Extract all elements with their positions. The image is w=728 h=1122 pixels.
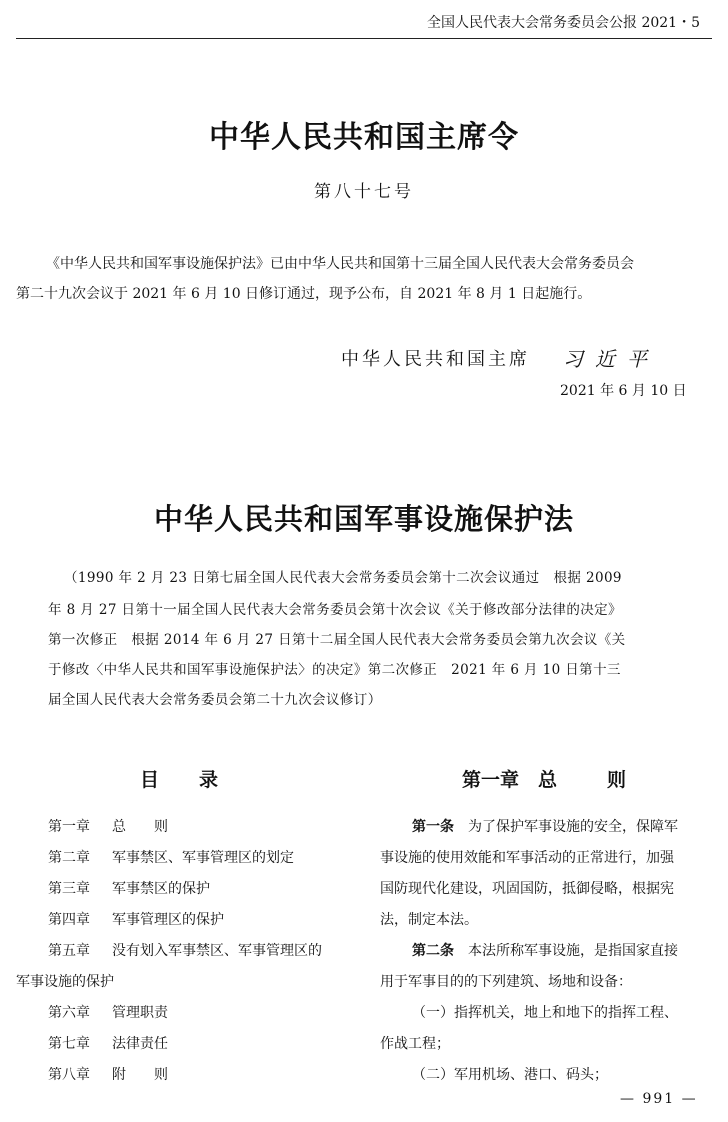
article-2-line-1 <box>412 940 678 960</box>
history-line-4: 于修改〈中华人民共和国军事设施保护法〉的决定》第二次修正 2021 年 6 月 10 日第十三 <box>48 662 621 678</box>
article-2-item-1-cont: 作战工程； <box>380 1036 450 1052</box>
article-2-item-2: （二）军用机场、港口、码头； <box>412 1067 608 1083</box>
article-2-text: 本法所称军事设施，是指国家直接 <box>468 943 678 959</box>
order-date: 2021 年 6 月 10 日 <box>560 383 687 399</box>
order-number: 第八十七号 <box>314 182 414 202</box>
article-2-item-1: （一）指挥机关，地上和地下的指挥工程、 <box>412 1005 678 1021</box>
toc-item-ch5[interactable] <box>48 940 322 960</box>
page-number: — 991 — <box>620 1091 698 1107</box>
intro-line-2: 第二十九次会议于 2021 年 6 月 10 日修订通过，现予公布，自 2021 年 8 月 1 日起施行。 <box>16 286 592 302</box>
header-rule <box>16 38 712 39</box>
toc-item-title: 军事禁区、军事管理区的划定 <box>112 850 294 866</box>
toc-item-title: 附 则 <box>112 1067 168 1083</box>
toc-item-num: 第四章 <box>48 912 90 928</box>
toc-item-num: 第八章 <box>48 1067 90 1083</box>
toc-item-title: 军事设施的保护 <box>16 974 114 990</box>
article-1-line-1 <box>412 816 678 836</box>
article-1-label: 第一条 <box>412 819 454 835</box>
chapter-1-heading-title: 总 则 <box>538 769 631 791</box>
toc-item-ch2[interactable] <box>48 847 294 867</box>
order-title: 中华人民共和国主席令 <box>209 120 519 155</box>
toc-item-title: 法律责任 <box>112 1036 168 1052</box>
law-title: 中华人民共和国军事设施保护法 <box>153 502 574 536</box>
toc-item-title: 总 则 <box>112 819 168 835</box>
article-1-line-2: 事设施的使用效能和军事活动的正常进行，加强 <box>380 850 674 866</box>
toc-item-title: 军事禁区的保护 <box>112 881 210 897</box>
toc-item-num: 第二章 <box>48 850 90 866</box>
signature-title: 中华人民共和国主席 <box>341 349 530 370</box>
toc-item-title: 管理职责 <box>112 1005 168 1021</box>
toc-item-title: 没有划入军事禁区、军事管理区的 <box>112 943 322 959</box>
intro-line-1: 《中华人民共和国军事设施保护法》已由中华人民共和国第十三届全国人民代表大会常务委员会 <box>46 256 634 272</box>
toc-heading: 目录 <box>140 769 259 791</box>
article-1-line-3: 国防现代化建设，巩固国防，抵御侵略，根据宪 <box>380 881 674 897</box>
toc-item-ch6[interactable] <box>48 1002 168 1022</box>
toc-item-num: 第六章 <box>48 1005 90 1021</box>
article-2-line-2: 用于军事目的的下列建筑、场地和设备： <box>380 974 632 990</box>
history-line-3: 第一次修正 根据 2014 年 6 月 27 日第十二届全国人民代表大会常务委员会第九次会议《关 <box>48 632 626 648</box>
toc-item-ch8[interactable] <box>48 1064 168 1084</box>
toc-item-title: 军事管理区的保护 <box>112 912 224 928</box>
toc-item-num: 第七章 <box>48 1036 90 1052</box>
article-1-text: 为了保护军事设施的安全，保障军 <box>468 819 678 835</box>
toc-item-num: 第三章 <box>48 881 90 897</box>
toc-item-ch7[interactable] <box>48 1033 168 1053</box>
chapter-1-heading <box>462 765 630 792</box>
chapter-1-heading-num: 第一章 <box>462 769 520 791</box>
toc-item-ch3[interactable] <box>48 878 210 898</box>
toc-item-ch1[interactable] <box>48 816 168 836</box>
publication-header: 全国人民代表大会常务委员会公报 2021・5 <box>427 15 700 31</box>
toc-item-num: 第五章 <box>48 943 90 959</box>
toc-item-ch4[interactable] <box>48 909 224 929</box>
toc-item-ch5-cont[interactable] <box>16 971 114 991</box>
toc-item-num: 第一章 <box>48 819 90 835</box>
article-2-label: 第二条 <box>412 943 454 959</box>
history-line-2: 年 8 月 27 日第十一届全国人民代表大会常务委员会第十次会议《关于修改部分法律的决定》 <box>48 602 622 618</box>
history-line-5: 届全国人民代表大会常务委员会第二十九次会议修订） <box>48 692 382 708</box>
history-line-1: （1990 年 2 月 23 日第七届全国人民代表大会常务委员会第十二次会议通过 根据 2009 <box>64 570 622 586</box>
article-1-line-4: 法，制定本法。 <box>380 912 478 928</box>
signature-name: 习近平 <box>563 347 659 371</box>
